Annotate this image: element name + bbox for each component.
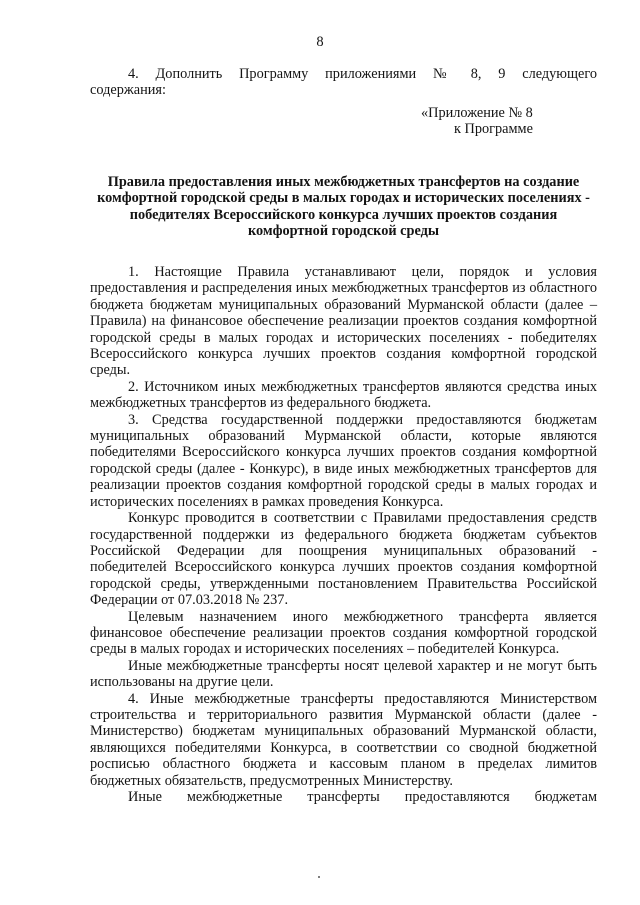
paragraph-3: 3. Средства государственной поддержки предоставляются бюджетам муниципальных образований Мурманской области, которые являются победителями Всероссийского конкурса лучших проектов создания комфортной городской среды (далее - Конкурс), в виде иных межбюджетных трансфертов для реализации проектов создания комфортной городской среды в малых городах и исторических поселениях в рамках проведения Конкурса.	[90, 411, 597, 510]
paragraph-2: 2. Источником иных межбюджетных трансфертов являются средства иных межбюджетных трансфертов из федерального бюджета.	[90, 378, 597, 412]
document-title: Правила предоставления иных межбюджетных трансфертов на создание комфортной городской среды в малых городах и исторических поселениях - победителях Всероссийского конкурса лучших проектов создания комфортной городской среды	[97, 173, 590, 240]
paragraph-1: 1. Настоящие Правила устанавливают цели, порядок и условия предоставления и распределения иных межбюджетных трансфертов из областного бюджета бюджетам муниципальных образований Мурманской области (далее – Правила) на финансовое обеспечение реализации проектов создания комфортной городской среды в малых городах и исторических поселениях - победителях Всероссийского конкурса лучших проектов создания комфортной городской среды.	[90, 264, 597, 379]
paragraph-4: Конкурс проводится в соответствии с Правилами предоставления средств государственной поддержки из федерального бюджета бюджетам субъектов Российской Федерации для поощрения муниципальных образований - победителей Всероссийского конкурса лучших проектов создания комфортной городской среды, утвержденными постановлением Правительства Российской Федерации от 07.03.2018 № 237.	[90, 510, 597, 609]
paragraph-8: Иные межбюджетные трансферты предоставляются бюджетам	[128, 789, 597, 805]
scan-mark	[318, 876, 320, 878]
paragraph-6: Иные межбюджетные трансферты носят целевой характер и не могут быть использованы на другие цели.	[90, 657, 597, 691]
page-number: 8	[316, 34, 324, 50]
paragraph-5: Целевым назначением иного межбюджетного трансферта является финансовое обеспечение реализации проектов создания комфортной городской среды в малых городах и исторических поселениях – победителей Конкурса.	[90, 608, 597, 658]
appendix-program-label: к Программе	[454, 121, 533, 138]
appendix-label: «Приложение № 8	[421, 104, 533, 121]
appendix-heading	[90, 105, 597, 138]
document-body	[90, 66, 597, 805]
intro-paragraph: 4. Дополнить Программу приложениями № 8, 9 следующего содержания:	[90, 66, 597, 99]
paragraph-7: 4. Иные межбюджетные трансферты предоставляются Министерством строительства и территориального развития Мурманской области (далее - Министерство) бюджетам муниципальных образований Мурманской области, являющихся победителями Конкурса, в соответствии со сводной бюджетной росписью областного бюджета и кассовым планом в пределах лимитов бюджетных обязательств, предусмотренных Министерству.	[90, 690, 597, 789]
